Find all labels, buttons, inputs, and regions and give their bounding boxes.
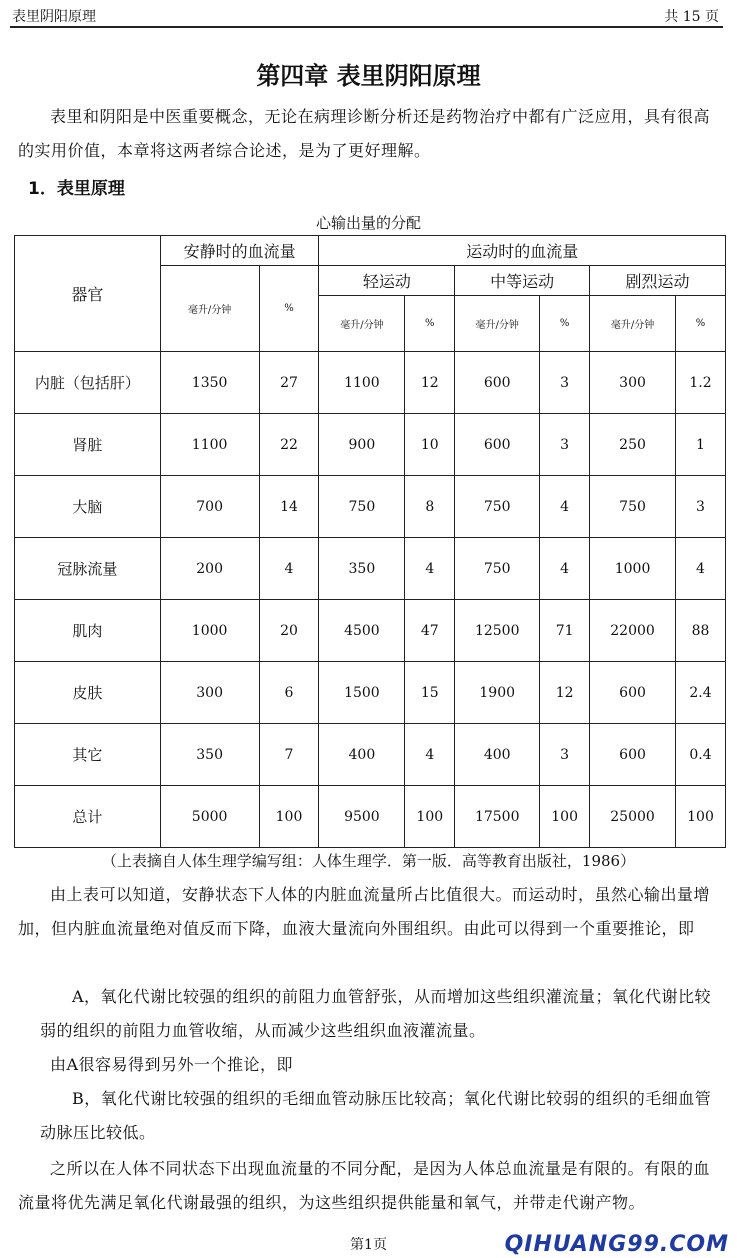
value-cell: 750 — [590, 476, 676, 538]
value-cell: 600 — [590, 662, 676, 724]
value-cell: 20 — [259, 600, 319, 662]
value-cell: 1 — [675, 414, 725, 476]
value-cell: 600 — [455, 352, 540, 414]
organ-cell: 总计 — [15, 786, 161, 848]
heavy-exercise-header: 剧烈运动 — [590, 266, 726, 296]
value-cell: 8 — [405, 476, 455, 538]
blood-flow-table — [14, 235, 726, 848]
organ-cell: 内脏（包括肝） — [15, 352, 161, 414]
value-cell: 47 — [405, 600, 455, 662]
value-cell: 12 — [405, 352, 455, 414]
value-cell: 100 — [675, 786, 725, 848]
exercise-header: 运动时的血流量 — [319, 236, 726, 266]
value-cell: 700 — [160, 476, 259, 538]
section-heading: 1．表里原理 — [28, 179, 125, 199]
organ-cell: 冠脉流量 — [15, 538, 161, 600]
rest-pct-header: % — [259, 266, 319, 352]
value-cell: 100 — [259, 786, 319, 848]
value-cell: 1000 — [160, 600, 259, 662]
table-row — [15, 476, 726, 538]
value-cell: 1100 — [160, 414, 259, 476]
value-cell: 5000 — [160, 786, 259, 848]
table-row — [15, 414, 726, 476]
value-cell: 12500 — [455, 600, 540, 662]
value-cell: 4 — [540, 476, 590, 538]
page-header — [10, 4, 723, 28]
value-cell: 88 — [675, 600, 725, 662]
value-cell: 6 — [259, 662, 319, 724]
value-cell: 750 — [455, 538, 540, 600]
value-cell: 10 — [405, 414, 455, 476]
value-cell: 600 — [590, 724, 676, 786]
value-cell: 25000 — [590, 786, 676, 848]
table-row — [15, 352, 726, 414]
value-cell: 350 — [319, 538, 405, 600]
paragraph-2: 由A很容易得到另外一个推论，即 — [50, 1055, 294, 1074]
value-cell: 3 — [540, 352, 590, 414]
value-cell: 7 — [259, 724, 319, 786]
value-cell: 250 — [590, 414, 676, 476]
table-row — [15, 600, 726, 662]
value-cell: 400 — [319, 724, 405, 786]
medium-exercise-header: 中等运动 — [455, 266, 590, 296]
value-cell: 3 — [540, 414, 590, 476]
table-source-note: （上表摘自人体生理学编写组：人体生理学．第一版．高等教育出版社，1986） — [101, 852, 636, 870]
value-cell: 400 — [455, 724, 540, 786]
site-watermark: QIHUANG99.COM — [504, 1232, 729, 1257]
light-pct-header: % — [405, 296, 455, 352]
value-cell: 1100 — [319, 352, 405, 414]
value-cell: 600 — [455, 414, 540, 476]
value-cell: 22000 — [590, 600, 676, 662]
point-a: A，氧化代谢比较强的组织的前阻力血管舒张，从而增加这些组织灌流量；氧化代谢比较弱的组织的前阻力血管收缩，从而减少这些组织血液灌流量。 — [40, 987, 712, 1040]
value-cell: 3 — [675, 476, 725, 538]
table-row — [15, 724, 726, 786]
value-cell: 4500 — [319, 600, 405, 662]
organ-cell: 肾脏 — [15, 414, 161, 476]
value-cell: 350 — [160, 724, 259, 786]
value-cell: 1000 — [590, 538, 676, 600]
value-cell: 9500 — [319, 786, 405, 848]
value-cell: 900 — [319, 414, 405, 476]
page-number: 第1页 — [350, 1237, 387, 1253]
intro-paragraph: 表里和阴阳是中医重要概念，无论在病理诊断分析还是药物治疗中都有广泛应用，具有很高的实用价值，本章将这两者综合论述，是为了更好理解。 — [18, 107, 711, 160]
header-title: 表里阴阳原理 — [12, 9, 96, 25]
table-caption: 心输出量的分配 — [315, 214, 421, 232]
value-cell: 4 — [405, 538, 455, 600]
value-cell: 22 — [259, 414, 319, 476]
light-ml-header: 毫升/分钟 — [319, 296, 405, 352]
value-cell: 17500 — [455, 786, 540, 848]
rest-ml-header: 毫升/分钟 — [160, 266, 259, 352]
medium-pct-header: % — [540, 296, 590, 352]
paragraph-3: 之所以在人体不同状态下出现血流量的不同分配，是因为人体总血流量是有限的。有限的血流量将优先满足氧化代谢最强的组织，为这些组织提供能量和氧气，并带走代谢产物。 — [18, 1159, 711, 1212]
value-cell: 750 — [455, 476, 540, 538]
value-cell: 100 — [540, 786, 590, 848]
value-cell: 300 — [590, 352, 676, 414]
header-page-count: 共 15 页 — [664, 9, 719, 25]
medium-ml-header: 毫升/分钟 — [455, 296, 540, 352]
value-cell: 0.4 — [675, 724, 725, 786]
value-cell: 4 — [675, 538, 725, 600]
value-cell: 71 — [540, 600, 590, 662]
table-row — [15, 786, 726, 848]
value-cell: 1.2 — [675, 352, 725, 414]
value-cell: 200 — [160, 538, 259, 600]
value-cell: 1350 — [160, 352, 259, 414]
value-cell: 750 — [319, 476, 405, 538]
organ-cell: 肌肉 — [15, 600, 161, 662]
value-cell: 300 — [160, 662, 259, 724]
value-cell: 1900 — [455, 662, 540, 724]
light-exercise-header: 轻运动 — [319, 266, 455, 296]
value-cell: 3 — [540, 724, 590, 786]
value-cell: 4 — [540, 538, 590, 600]
table-row — [15, 538, 726, 600]
table-row — [15, 662, 726, 724]
value-cell: 100 — [405, 786, 455, 848]
organ-header: 器官 — [15, 236, 161, 352]
organ-cell: 其它 — [15, 724, 161, 786]
value-cell: 4 — [259, 538, 319, 600]
paragraph-1: 由上表可以知道，安静状态下人体的内脏血流量所占比值很大。而运动时，虽然心输出量增加，但内脏血流量绝对值反而下降，血液大量流向外围组织。由此可以得到一个重要推论，即 — [18, 885, 711, 938]
value-cell: 12 — [540, 662, 590, 724]
chapter-title: 第四章 表里阴阳原理 — [256, 62, 481, 90]
value-cell: 14 — [259, 476, 319, 538]
value-cell: 27 — [259, 352, 319, 414]
heavy-pct-header: % — [675, 296, 725, 352]
value-cell: 1500 — [319, 662, 405, 724]
point-b: B，氧化代谢比较强的组织的毛细血管动脉压比较高；氧化代谢比较弱的组织的毛细血管动脉压比较低。 — [40, 1089, 712, 1142]
value-cell: 4 — [405, 724, 455, 786]
organ-cell: 大脑 — [15, 476, 161, 538]
rest-header: 安静时的血流量 — [160, 236, 319, 266]
value-cell: 15 — [405, 662, 455, 724]
value-cell: 2.4 — [675, 662, 725, 724]
organ-cell: 皮肤 — [15, 662, 161, 724]
heavy-ml-header: 毫升/分钟 — [590, 296, 676, 352]
